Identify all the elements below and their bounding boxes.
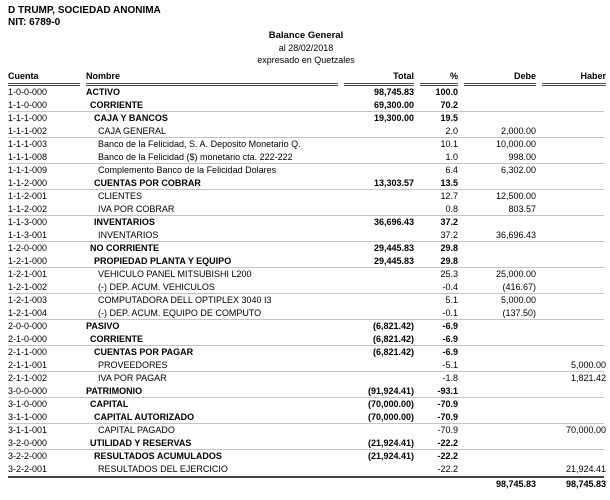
- report-title-block: [8, 30, 604, 66]
- cell-nombre: CORRIENTE: [90, 99, 144, 110]
- table-row: [8, 86, 604, 99]
- cell-nombre: CAJA GENERAL: [98, 125, 167, 136]
- cell-pct: -0.4: [442, 281, 458, 292]
- table-row: [8, 372, 604, 385]
- cell-total: (6,821.42): [372, 333, 414, 344]
- cell-cuenta: 3-1-1-001: [8, 425, 48, 435]
- table-row: [8, 333, 604, 347]
- company-name: D TRUMP, SOCIEDAD ANONIMA: [8, 5, 161, 16]
- column-header-cuenta: Cuenta: [8, 70, 80, 86]
- table-row: [8, 398, 604, 411]
- cell-pct: -70.9: [437, 425, 458, 435]
- table-row: [8, 255, 604, 269]
- cell-cuenta: 3-2-0-000: [8, 437, 48, 448]
- cell-pct: -0.1: [442, 307, 458, 318]
- column-header-total: Total: [344, 70, 414, 86]
- cell-pct: 12.7: [440, 191, 458, 201]
- cell-haber: 5,000.00: [570, 359, 606, 370]
- cell-cuenta: 2-1-1-000: [8, 347, 48, 357]
- cell-pct: 10.1: [440, 139, 458, 149]
- cell-debe: 803.57: [508, 203, 536, 214]
- cell-nombre: VEHICULO PANEL MITSUBISHI L200: [98, 269, 252, 279]
- cell-pct: 1.0: [445, 151, 458, 162]
- cell-nombre: CAPITAL AUTORIZADO: [94, 411, 195, 422]
- cell-nombre: Banco de la Felicidad ($) monetario cta. 222-222: [98, 151, 293, 162]
- totals-haber: 98,745.83: [565, 479, 606, 489]
- report-date: al 28/02/2018: [278, 43, 334, 53]
- table-row: [8, 138, 604, 151]
- table-row: [8, 151, 604, 165]
- cell-pct: -22.2: [437, 463, 458, 474]
- cell-debe: 25,000.00: [495, 269, 536, 279]
- cell-nombre: (-) DEP. ACUM. EQUIPO DE COMPUTO: [98, 307, 262, 318]
- column-header-percent: %: [420, 70, 458, 86]
- cell-haber: 21,924.41: [565, 463, 606, 474]
- cell-pct: 25.3: [440, 269, 458, 279]
- table-row: [8, 203, 604, 217]
- table-row: [8, 411, 604, 425]
- table-row: [8, 424, 604, 437]
- cell-nombre: UTILIDAD Y RESERVAS: [90, 437, 192, 448]
- cell-total: 19,300.00: [373, 113, 414, 123]
- cell-total: (21,924.41): [367, 437, 414, 448]
- cell-cuenta: 1-2-1-004: [8, 307, 48, 318]
- cell-nombre: NO CORRIENTE: [90, 243, 160, 253]
- cell-debe: 6,302.00: [500, 165, 536, 175]
- cell-cuenta: 3-0-0-000: [8, 385, 48, 396]
- cell-pct: 2.0: [445, 125, 458, 136]
- cell-pct: 13.5: [440, 177, 458, 188]
- cell-nombre: PATRIMONIO: [86, 385, 143, 396]
- cell-cuenta: 1-0-0-000: [8, 87, 48, 97]
- table-header-row: [8, 70, 604, 86]
- table-row: [8, 177, 604, 191]
- cell-total: 98,745.83: [373, 87, 414, 97]
- cell-nombre: CAPITAL PAGADO: [98, 425, 175, 435]
- cell-pct: -70.9: [437, 399, 458, 409]
- table-row: [8, 190, 604, 203]
- cell-nombre: COMPUTADORA DELL OPTIPLEX 3040 I3: [98, 295, 272, 305]
- table-row: [8, 216, 604, 229]
- cell-debe: (416.67): [502, 281, 536, 292]
- cell-total: (6,821.42): [372, 321, 414, 331]
- cell-pct: -93.1: [437, 385, 458, 396]
- cell-cuenta: 1-1-1-003: [8, 139, 48, 149]
- cell-nombre: INVENTARIOS: [94, 217, 155, 227]
- cell-pct: -22.2: [437, 451, 458, 461]
- cell-cuenta: 1-1-1-009: [8, 165, 48, 175]
- cell-total: 36,696.43: [373, 217, 414, 227]
- report-currency-note: expresado en Quetzales: [257, 55, 355, 65]
- column-header-nombre: Nombre: [86, 70, 338, 86]
- report-title: Balance General: [268, 30, 344, 41]
- cell-haber: 1,821.42: [570, 373, 606, 383]
- table-row: [8, 450, 604, 463]
- table-row: [8, 99, 604, 113]
- cell-nombre: RESULTADOS DEL EJERCICIO: [98, 463, 228, 474]
- cell-debe: (137.50): [502, 307, 536, 318]
- cell-nombre: IVA POR COBRAR: [98, 203, 175, 214]
- cell-total: (70,000.00): [367, 399, 414, 409]
- cell-debe: 5,000.00: [500, 295, 536, 305]
- cell-total: 69,300.00: [373, 99, 414, 110]
- cell-cuenta: 1-2-1-000: [8, 255, 48, 266]
- cell-total: 29,445.83: [373, 243, 414, 253]
- table-row: [8, 268, 604, 281]
- cell-cuenta: 3-2-2-000: [8, 451, 48, 461]
- table-row: [8, 164, 604, 177]
- cell-total: 13,303.57: [373, 177, 414, 188]
- cell-total: (21,924.41): [367, 451, 414, 461]
- cell-debe: 36,696.43: [495, 229, 536, 240]
- cell-cuenta: 1-1-1-002: [8, 125, 48, 136]
- cell-pct: 0.8: [445, 203, 458, 214]
- cell-pct: 100.0: [435, 87, 458, 97]
- cell-nombre: CORRIENTE: [90, 333, 144, 344]
- table-row: [8, 359, 604, 373]
- cell-nombre: (-) DEP. ACUM. VEHICULOS: [98, 281, 215, 292]
- cell-total: (70,000.00): [367, 411, 414, 422]
- cell-cuenta: 2-1-1-002: [8, 373, 48, 383]
- column-header-haber: Haber: [542, 70, 606, 86]
- cell-cuenta: 3-1-0-000: [8, 399, 48, 409]
- cell-total: (91,924.41): [367, 385, 414, 396]
- cell-pct: 37.2: [440, 217, 458, 227]
- cell-total: (6,821.42): [372, 347, 414, 357]
- table-body: [8, 86, 604, 475]
- cell-nombre: PASIVO: [86, 321, 120, 331]
- cell-cuenta: 1-1-2-002: [8, 203, 48, 214]
- totals-debe: 98,745.83: [495, 479, 536, 489]
- table-row: [8, 463, 604, 476]
- cell-pct: 29.8: [440, 243, 458, 253]
- cell-debe: 12,500.00: [495, 191, 536, 201]
- cell-nombre: INVENTARIOS: [98, 229, 159, 240]
- cell-cuenta: 1-1-0-000: [8, 99, 48, 110]
- cell-cuenta: 1-2-1-001: [8, 269, 48, 279]
- cell-nombre: CUENTAS POR COBRAR: [94, 177, 201, 188]
- cell-nombre: PROPIEDAD PLANTA Y EQUIPO: [94, 255, 232, 266]
- cell-cuenta: 1-1-3-000: [8, 217, 48, 227]
- cell-pct: 29.8: [440, 255, 458, 266]
- cell-cuenta: 1-2-1-003: [8, 295, 48, 305]
- cell-cuenta: 3-2-2-001: [8, 463, 48, 474]
- cell-pct: 19.5: [440, 113, 458, 123]
- table-row: [8, 346, 604, 359]
- cell-cuenta: 1-1-1-000: [8, 113, 48, 123]
- cell-pct: -5.1: [442, 359, 458, 370]
- cell-cuenta: 1-1-1-008: [8, 151, 48, 162]
- cell-nombre: CUENTAS POR PAGAR: [94, 347, 194, 357]
- cell-nombre: PROVEEDORES: [98, 359, 168, 370]
- cell-cuenta: 2-1-0-000: [8, 333, 48, 344]
- cell-pct: 5.1: [445, 295, 458, 305]
- cell-total: 29,445.83: [373, 255, 414, 266]
- cell-pct: -70.9: [437, 411, 458, 422]
- cell-nombre: CLIENTES: [98, 191, 143, 201]
- balance-table: [8, 70, 604, 491]
- table-row: [8, 281, 604, 295]
- cell-nombre: Complemento Banco de la Felicidad Dolares: [98, 165, 277, 175]
- cell-debe: 2,000.00: [500, 125, 536, 136]
- cell-nombre: Banco de la Felicidad, S. A. Deposito Monetario Q.: [98, 139, 301, 149]
- cell-pct: -6.9: [442, 321, 458, 331]
- table-row: [8, 294, 604, 307]
- cell-cuenta: 1-2-1-002: [8, 281, 48, 292]
- cell-pct: 6.4: [445, 165, 458, 175]
- cell-cuenta: 1-1-3-001: [8, 229, 48, 240]
- cell-nombre: CAJA Y BANCOS: [94, 113, 168, 123]
- table-row: [8, 307, 604, 321]
- cell-debe: 998.00: [508, 151, 536, 162]
- cell-debe: 10,000.00: [495, 139, 536, 149]
- table-row: [8, 385, 604, 399]
- table-row: [8, 112, 604, 125]
- cell-cuenta: 1-2-0-000: [8, 243, 48, 253]
- cell-cuenta: 2-0-0-000: [8, 321, 48, 331]
- cell-pct: -1.8: [442, 373, 458, 383]
- cell-nombre: RESULTADOS ACUMULADOS: [94, 451, 222, 461]
- cell-nombre: IVA POR PAGAR: [98, 373, 167, 383]
- column-header-debe: Debe: [464, 70, 536, 86]
- cell-pct: -6.9: [442, 347, 458, 357]
- cell-cuenta: 2-1-1-001: [8, 359, 48, 370]
- cell-nombre: ACTIVO: [86, 87, 121, 97]
- cell-cuenta: 1-1-2-001: [8, 191, 48, 201]
- table-row: [8, 437, 604, 451]
- table-row: [8, 320, 604, 333]
- cell-pct: 70.2: [440, 99, 458, 110]
- cell-pct: 37.2: [440, 229, 458, 240]
- totals-row: [8, 476, 604, 491]
- cell-pct: -6.9: [442, 333, 458, 344]
- table-row: [8, 229, 604, 243]
- report-header: [8, 5, 604, 29]
- cell-nombre: CAPITAL: [90, 399, 129, 409]
- cell-pct: -22.2: [437, 437, 458, 448]
- company-nit: NIT: 6789-0: [8, 17, 61, 28]
- cell-cuenta: 3-1-1-000: [8, 411, 48, 422]
- table-row: [8, 242, 604, 255]
- cell-cuenta: 1-1-2-000: [8, 177, 48, 188]
- table-row: [8, 125, 604, 139]
- cell-haber: 70,000.00: [565, 425, 606, 435]
